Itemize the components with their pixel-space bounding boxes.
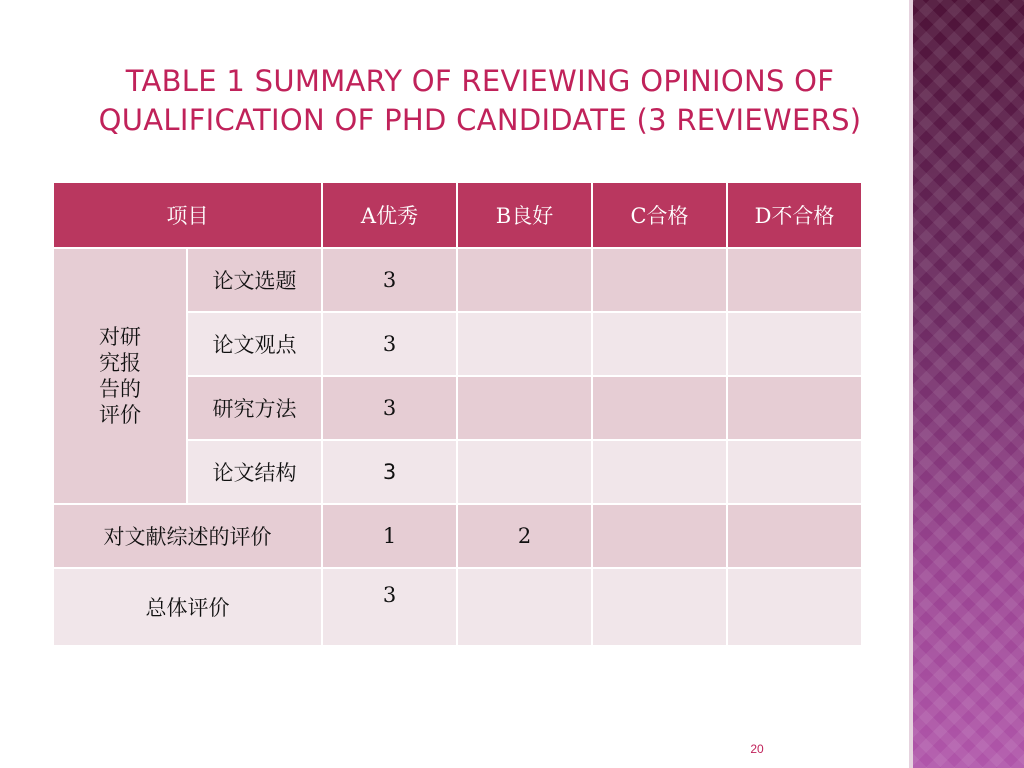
header-c-pass: C合格 bbox=[592, 182, 727, 248]
table-row bbox=[53, 504, 862, 568]
review-summary-table bbox=[52, 181, 863, 647]
header-a-excellent: A优秀 bbox=[322, 182, 457, 248]
row-label: 论文观点 bbox=[187, 312, 322, 376]
group-label-line: 评价 bbox=[99, 403, 141, 427]
cell-d bbox=[727, 568, 862, 646]
cell-a: 3 bbox=[322, 568, 457, 646]
table-row bbox=[53, 248, 862, 312]
cell-b: 2 bbox=[457, 504, 592, 568]
header-b-good: B良好 bbox=[457, 182, 592, 248]
cell-c bbox=[592, 568, 727, 646]
row-label: 论文选题 bbox=[187, 248, 322, 312]
cell-d bbox=[727, 312, 862, 376]
cell-b bbox=[457, 248, 592, 312]
row-label: 研究方法 bbox=[187, 376, 322, 440]
cell-a: 1 bbox=[322, 504, 457, 568]
cell-b bbox=[457, 312, 592, 376]
cell-c bbox=[592, 312, 727, 376]
cell-c bbox=[592, 248, 727, 312]
cell-d bbox=[727, 376, 862, 440]
decorative-sidebar bbox=[913, 0, 1024, 768]
cell-a: 3 bbox=[322, 376, 457, 440]
cell-b bbox=[457, 568, 592, 646]
group-label-research-report bbox=[53, 248, 187, 504]
cell-c bbox=[592, 376, 727, 440]
cell-d bbox=[727, 440, 862, 504]
cell-b bbox=[457, 440, 592, 504]
title-line-1: TABLE 1 SUMMARY OF REVIEWING OPINIONS OF bbox=[125, 64, 835, 98]
row-label: 论文结构 bbox=[187, 440, 322, 504]
cell-a: 3 bbox=[322, 248, 457, 312]
table-row bbox=[53, 568, 862, 646]
table-header-row bbox=[53, 182, 862, 248]
group-label-line: 告的 bbox=[99, 377, 141, 401]
header-item: 项目 bbox=[53, 182, 322, 248]
page-number: 20 bbox=[750, 742, 764, 756]
title-line-2: QUALIFICATION OF PHD CANDIDATE (3 REVIEWERS) bbox=[98, 103, 862, 137]
cell-d bbox=[727, 504, 862, 568]
group-label-line: 对研 bbox=[99, 325, 141, 349]
row-label: 总体评价 bbox=[53, 568, 322, 646]
cell-b bbox=[457, 376, 592, 440]
cell-c bbox=[592, 440, 727, 504]
header-d-fail: D不合格 bbox=[727, 182, 862, 248]
group-label-line: 究报 bbox=[99, 351, 141, 375]
cell-d bbox=[727, 248, 862, 312]
cell-a: 3 bbox=[322, 312, 457, 376]
cell-c bbox=[592, 504, 727, 568]
slide-title bbox=[60, 62, 900, 140]
row-label: 对文献综述的评价 bbox=[53, 504, 322, 568]
cell-a: 3 bbox=[322, 440, 457, 504]
